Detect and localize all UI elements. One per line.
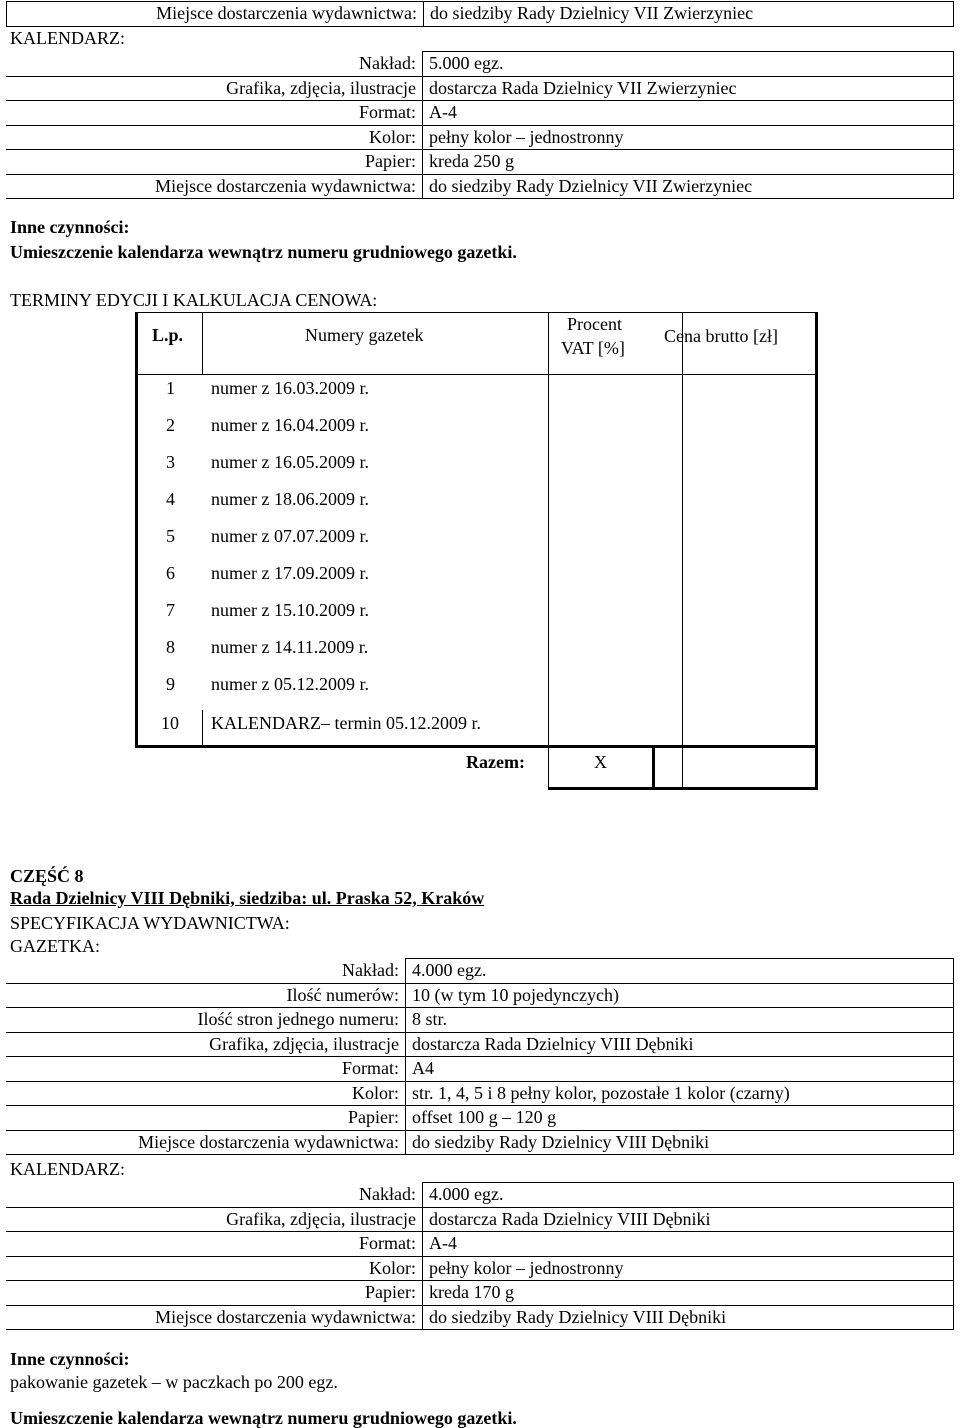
spec-label: Miejsce dostarczenia wydawnictwa: xyxy=(6,1130,406,1155)
row-lp: 7 xyxy=(166,600,175,620)
spec-row xyxy=(6,1207,954,1232)
spec-label: Nakład: xyxy=(6,52,423,77)
row-lp: 4 xyxy=(166,489,175,509)
spec-label: Grafika, zdjęcia, ilustracje xyxy=(6,1032,406,1057)
col-vat-1: Procent xyxy=(567,314,622,334)
spec-row xyxy=(6,1106,954,1131)
col-lp: L.p. xyxy=(152,325,184,345)
row-lp: 8 xyxy=(166,637,175,657)
spec-label: Format: xyxy=(6,101,423,126)
spec-value: do siedziby Rady Dzielnicy VIII Dębniki xyxy=(406,1130,954,1155)
spec-row xyxy=(6,1032,954,1057)
spec-label: Miejsce dostarczenia wydawnictwa: xyxy=(6,174,423,199)
spec-label: Kolor: xyxy=(6,1256,423,1281)
spec-row xyxy=(6,125,954,150)
spec-row xyxy=(6,1057,954,1082)
spec-row xyxy=(6,1008,954,1033)
spec-row xyxy=(7,2,954,27)
row-name: numer z 16.05.2009 r. xyxy=(211,452,369,472)
spec-label: Kolor: xyxy=(6,1081,406,1106)
col-numery: Numery gazetek xyxy=(305,325,424,345)
spec-value: do siedziby Rady Dzielnicy VII Zwierzyniec xyxy=(424,2,954,27)
row-name: numer z 14.11.2009 r. xyxy=(211,637,369,657)
spec-row xyxy=(6,1081,954,1106)
spec-value: do siedziby Rady Dzielnicy VIII Dębniki xyxy=(423,1305,954,1330)
spec-label: Papier: xyxy=(6,150,423,175)
spec-row xyxy=(6,1281,954,1306)
row-lp: 9 xyxy=(166,674,175,694)
row-name: numer z 16.04.2009 r. xyxy=(211,415,369,435)
kalendarz-heading: KALENDARZ: xyxy=(10,28,125,48)
kalendarz1-table xyxy=(6,51,954,199)
spec-value: dostarcza Rada Dzielnicy VIII Dębniki xyxy=(423,1207,954,1232)
inne-text-1: pakowanie gazetek – w paczkach po 200 egz. xyxy=(10,1372,338,1392)
spec-row xyxy=(6,76,954,101)
gazetka-table xyxy=(6,958,954,1155)
inne-text-2: Umieszczenie kalendarza wewnątrz numeru grudniowego gazetki. xyxy=(10,1408,517,1428)
spec-label: Papier: xyxy=(6,1106,406,1131)
spec-label: Ilość stron jednego numeru: xyxy=(6,1008,406,1033)
spec-label: Nakład: xyxy=(6,959,406,984)
spec-label: Papier: xyxy=(6,1281,423,1306)
spec-row xyxy=(6,1232,954,1257)
row-name: numer z 18.06.2009 r. xyxy=(211,489,369,509)
spec-value: A-4 xyxy=(423,1232,954,1257)
spec-value: 8 str. xyxy=(406,1008,954,1033)
spec-value: kreda 170 g xyxy=(423,1281,954,1306)
col-cena: Cena brutto [zł] xyxy=(664,326,778,346)
row-lp: 10 xyxy=(161,713,179,733)
spec-label: Format: xyxy=(6,1057,406,1082)
inne-text: Umieszczenie kalendarza wewnątrz numeru grudniowego gazetki. xyxy=(10,242,517,262)
inne-heading: Inne czynności: xyxy=(10,217,130,237)
spec-label: Miejsce dostarczenia wydawnictwa: xyxy=(7,2,424,27)
row-name: numer z 15.10.2009 r. xyxy=(211,600,369,620)
spec-value: kreda 250 g xyxy=(423,150,954,175)
spec-value: dostarcza Rada Dzielnicy VII Zwierzyniec xyxy=(423,76,954,101)
row-lp: 6 xyxy=(166,563,175,583)
spec-value: 5.000 egz. xyxy=(423,52,954,77)
spec-label: Miejsce dostarczenia wydawnictwa: xyxy=(6,1305,423,1330)
spec-value: A4 xyxy=(406,1057,954,1082)
spec-row xyxy=(6,1305,954,1330)
row-lp: 1 xyxy=(166,378,175,398)
spec-row xyxy=(6,983,954,1008)
row-name: numer z 17.09.2009 r. xyxy=(211,563,369,583)
top-spec-table xyxy=(6,1,954,27)
spec-label: Grafika, zdjęcia, ilustracje xyxy=(6,76,423,101)
spec-value: pełny kolor – jednostronny xyxy=(423,1256,954,1281)
spec-row xyxy=(6,959,954,984)
kalendarz-heading: KALENDARZ: xyxy=(10,1159,125,1179)
row-lp: 3 xyxy=(166,452,175,472)
spec-value: offset 100 g – 120 g xyxy=(406,1106,954,1131)
gazetka-heading: GAZETKA: xyxy=(10,936,100,956)
razem-label: Razem: xyxy=(466,752,525,772)
spec-row xyxy=(6,52,954,77)
spec-label: Kolor: xyxy=(6,125,423,150)
spec-value: pełny kolor – jednostronny xyxy=(423,125,954,150)
spec-value: do siedziby Rady Dzielnicy VII Zwierzyniec xyxy=(423,174,954,199)
spec-label: Nakład: xyxy=(6,1183,423,1208)
row-lp: 2 xyxy=(166,415,175,435)
spec-row xyxy=(6,174,954,199)
czesc-title: CZĘŚĆ 8 xyxy=(10,866,84,886)
razem-vat: X xyxy=(594,752,607,772)
spec-row xyxy=(6,1183,954,1208)
spec-value: 10 (w tym 10 pojedynczych) xyxy=(406,983,954,1008)
row-name: numer z 05.12.2009 r. xyxy=(211,674,369,694)
col-vat-2: VAT [%] xyxy=(561,338,625,358)
spec-value: A-4 xyxy=(423,101,954,126)
spec-value: 4.000 egz. xyxy=(406,959,954,984)
spec-row xyxy=(6,1256,954,1281)
czesc-subtitle: Rada Dzielnicy VIII Dębniki, siedziba: ul. Praska 52, Kraków xyxy=(10,888,485,908)
row-name: numer z 07.07.2009 r. xyxy=(211,526,369,546)
terminy-heading: TERMINY EDYCJI I KALKULACJA CENOWA: xyxy=(10,290,378,310)
spec-value: 4.000 egz. xyxy=(423,1183,954,1208)
spec-heading: SPECYFIKACJA WYDAWNICTWA: xyxy=(10,913,290,933)
spec-row xyxy=(6,101,954,126)
spec-row xyxy=(6,150,954,175)
kalendarz2-table xyxy=(6,1182,954,1330)
spec-label: Format: xyxy=(6,1232,423,1257)
row-name: numer z 16.03.2009 r. xyxy=(211,378,369,398)
inne-heading: Inne czynności: xyxy=(10,1349,130,1369)
row-lp: 5 xyxy=(166,526,175,546)
spec-value: dostarcza Rada Dzielnicy VIII Dębniki xyxy=(406,1032,954,1057)
row-name: KALENDARZ– termin 05.12.2009 r. xyxy=(211,713,481,733)
terminy-table xyxy=(135,312,818,790)
spec-value: str. 1, 4, 5 i 8 pełny kolor, pozostałe 1 kolor (czarny) xyxy=(406,1081,954,1106)
spec-row xyxy=(6,1130,954,1155)
spec-label: Grafika, zdjęcia, ilustracje xyxy=(6,1207,423,1232)
spec-label: Ilość numerów: xyxy=(6,983,406,1008)
